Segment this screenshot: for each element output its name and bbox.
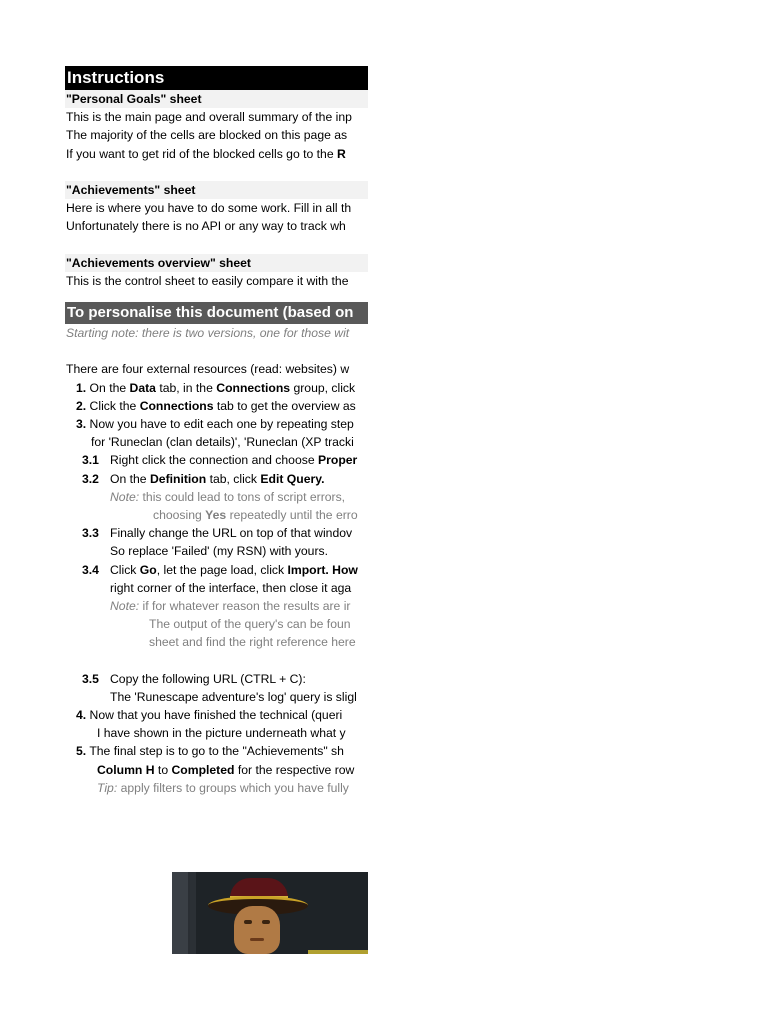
step-4 bbox=[65, 706, 368, 724]
step-3-4 bbox=[65, 561, 368, 579]
text-span: Click the bbox=[86, 398, 140, 413]
step-3-5 bbox=[65, 670, 368, 688]
text-span: Now you have to edit each one by repeating step bbox=[86, 417, 354, 431]
bold-span: Yes bbox=[205, 507, 227, 522]
bold-span: Edit Query. bbox=[260, 471, 325, 486]
text-span: choosing bbox=[153, 507, 206, 522]
text-span: Copy the following URL (CTRL + C): bbox=[110, 671, 306, 686]
bold-span: Proper bbox=[318, 453, 358, 468]
step-number: 3.5 bbox=[82, 671, 99, 686]
text-span: tab, in the bbox=[155, 380, 217, 395]
blank-row bbox=[65, 163, 368, 181]
tip-line bbox=[65, 779, 368, 797]
panel-edge bbox=[190, 872, 196, 954]
text-span: , let the page load, click bbox=[156, 562, 288, 577]
personalise-title: To personalise this document (based on bbox=[65, 302, 368, 324]
text-span: tab to get the overview as bbox=[213, 398, 356, 413]
eye bbox=[244, 920, 252, 924]
intro-line: There are four external resources (read: websites) w bbox=[66, 362, 350, 377]
step-3-continued: for 'Runeclan (clan details)', 'Runeclan (XP tracki bbox=[91, 435, 354, 450]
step-3-4-continued: right corner of the interface, then close it aga bbox=[110, 580, 352, 595]
step-number: 3.1 bbox=[82, 453, 99, 468]
bold-span: Import. How bbox=[287, 562, 358, 577]
bold-span: Data bbox=[129, 380, 156, 395]
blank-row bbox=[65, 342, 368, 360]
text-line: Here is where you have to do some work. Fill in all th bbox=[66, 201, 352, 216]
character-portrait-icon bbox=[172, 872, 368, 954]
character-face bbox=[234, 906, 280, 954]
text-span: repeatedly until the erro bbox=[226, 507, 358, 522]
text-span: for the respective row bbox=[234, 762, 355, 777]
step-number: 4. bbox=[76, 708, 87, 722]
text-span: Right click the connection and choose bbox=[110, 453, 318, 468]
bold-span: Completed bbox=[171, 762, 235, 777]
step-3-4-note-continued: The output of the query's can be foun bbox=[149, 617, 351, 632]
achievements-heading: "Achievements" sheet bbox=[65, 181, 368, 199]
text-span: Now that you have finished the technical (queri bbox=[86, 708, 343, 722]
step-3-4-note bbox=[65, 597, 368, 615]
text-span: If you want to get rid of the blocked cells go to the bbox=[66, 146, 337, 161]
step-3-2-note bbox=[65, 488, 368, 506]
step-1 bbox=[65, 379, 368, 397]
mouth bbox=[250, 938, 264, 941]
step-5 bbox=[65, 742, 368, 760]
text-line: This is the main page and overall summary of the inp bbox=[66, 110, 352, 125]
step-3-3-continued: So replace 'Failed' (my RSN) with yours. bbox=[110, 544, 329, 559]
text-span: group, click bbox=[290, 380, 356, 395]
bold-span: Column H bbox=[97, 762, 155, 777]
step-3 bbox=[65, 415, 368, 433]
text-line: Unfortunately there is no API or any way to track wh bbox=[66, 219, 346, 234]
text-line bbox=[65, 145, 368, 163]
text-span: On the bbox=[110, 471, 150, 486]
text-span: The final step is to go to the "Achievements" sh bbox=[86, 744, 344, 759]
text-line: This is the control sheet to easily compare it with the bbox=[66, 273, 349, 288]
step-4-continued: I have shown in the picture underneath what y bbox=[97, 726, 346, 741]
blank-row bbox=[65, 290, 368, 302]
step-2 bbox=[65, 397, 368, 415]
text-span: On the bbox=[86, 380, 130, 395]
note-label: Note: bbox=[110, 489, 140, 504]
panel-edge bbox=[172, 872, 190, 954]
personal-goals-heading: "Personal Goals" sheet bbox=[65, 90, 368, 108]
step-number: 2. bbox=[76, 398, 87, 413]
bold-span: Connections bbox=[139, 398, 214, 413]
step-3-2-note-continued bbox=[65, 506, 368, 524]
step-3-3 bbox=[65, 524, 368, 542]
step-3-2 bbox=[65, 470, 368, 488]
step-3-5-continued: The 'Runescape adventure's log' query is sligl bbox=[110, 689, 357, 704]
spreadsheet-area bbox=[65, 66, 368, 797]
instructions-title: Instructions bbox=[65, 66, 368, 90]
text-span: Finally change the URL on top of that windov bbox=[110, 526, 353, 541]
step-number: 5. bbox=[76, 744, 87, 759]
step-3-1 bbox=[65, 451, 368, 469]
bold-span: Connections bbox=[216, 380, 291, 395]
step-number: 3.4 bbox=[82, 562, 99, 577]
text-span: if for whatever reason the results are ir bbox=[139, 598, 351, 613]
eye bbox=[262, 920, 270, 924]
bold-span: Definition bbox=[149, 471, 207, 486]
tip-label: Tip: bbox=[97, 780, 118, 795]
step-number: 3. bbox=[76, 417, 87, 431]
achievements-overview-heading: "Achievements overview" sheet bbox=[65, 254, 368, 272]
note-label: Note: bbox=[110, 598, 140, 613]
step-number: 3.3 bbox=[82, 526, 99, 541]
blank-row bbox=[65, 236, 368, 254]
step-number: 1. bbox=[76, 380, 87, 395]
frame-edge bbox=[308, 950, 368, 954]
step-5-continued bbox=[65, 761, 368, 779]
text-span: Click bbox=[110, 562, 140, 577]
step-number: 3.2 bbox=[82, 471, 99, 486]
step-3-4-note-continued: sheet and find the right reference here bbox=[149, 635, 356, 650]
text-span: apply filters to groups which you have fully bbox=[117, 780, 349, 795]
blank-row bbox=[65, 651, 368, 669]
starting-note: Starting note: there is two versions, one for those wit bbox=[66, 326, 350, 341]
bold-span: R bbox=[337, 146, 346, 161]
text-span: to bbox=[154, 762, 172, 777]
bold-span: Go bbox=[139, 562, 157, 577]
text-span: tab, click bbox=[206, 471, 261, 486]
text-span: this could lead to tons of script errors, bbox=[139, 489, 346, 504]
text-line: The majority of the cells are blocked on this page as bbox=[66, 128, 348, 143]
